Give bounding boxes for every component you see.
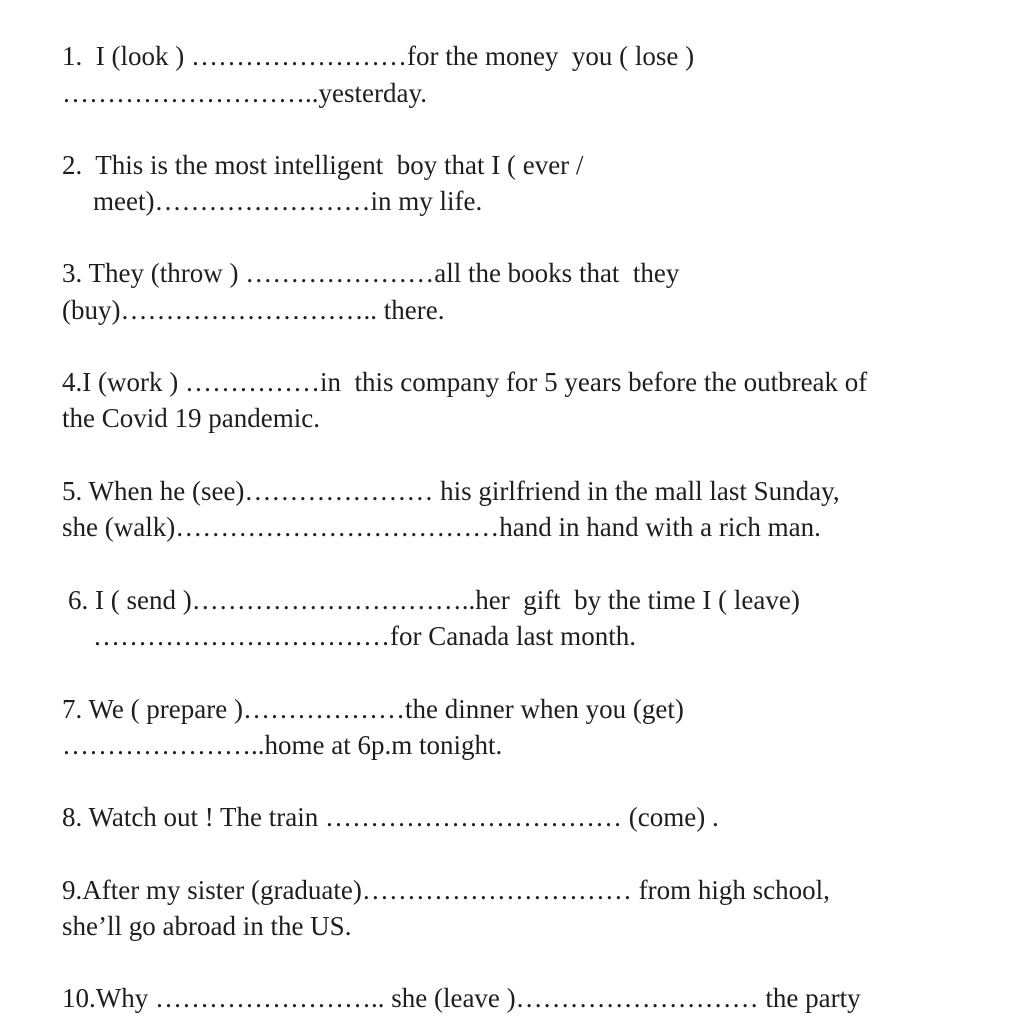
- exercise-6-line-1: 6. I ( send )…………………………..her gift by the time I ( leave): [68, 585, 800, 615]
- exercise-3-line-1: 3. They (throw ) …………………all the books that they: [62, 258, 680, 288]
- exercise-4-line-1: 4.I (work ) ……………in this company for 5 years before the outbreak of: [62, 367, 868, 397]
- exercise-5-line-2: she (walk)………………………………hand in hand with a rich man.: [62, 512, 821, 542]
- exercise-3-line-2: (buy)……………………….. there.: [62, 295, 445, 325]
- exercise-4-line-2: the Covid 19 pandemic.: [62, 403, 320, 433]
- exercise-9-line-2: she’ll go abroad in the US.: [62, 911, 352, 941]
- exercise-1-line-1: 1. I (look ) ……………………for the money you ( lose ): [62, 41, 695, 71]
- exercise-7-line-2: …………………..home at 6p.m tonight.: [62, 730, 503, 760]
- exercise-9-line-1: 9.After my sister (graduate)………………………… from high school,: [62, 875, 830, 905]
- exercise-2-line-2: meet)……………………in my life.: [93, 186, 483, 216]
- exercise-5-line-1: 5. When he (see)………………… his girlfriend in the mall last Sunday,: [62, 476, 840, 506]
- exercise-7-line-1: 7. We ( prepare )………………the dinner when you (get): [62, 694, 684, 724]
- exercise-6-line-2: ……………………………for Canada last month.: [93, 621, 636, 651]
- exercise-8-line-1: 8. Watch out ! The train …………………………… (come) .: [62, 802, 719, 832]
- exercise-2-line-1: 2. This is the most intelligent boy that I ( ever /: [62, 150, 584, 180]
- exercise-10-line-1: 10.Why …………………….. she (leave )……………………… the party: [62, 983, 861, 1013]
- exercise-1-line-2: ………………………..yesterday.: [62, 78, 427, 108]
